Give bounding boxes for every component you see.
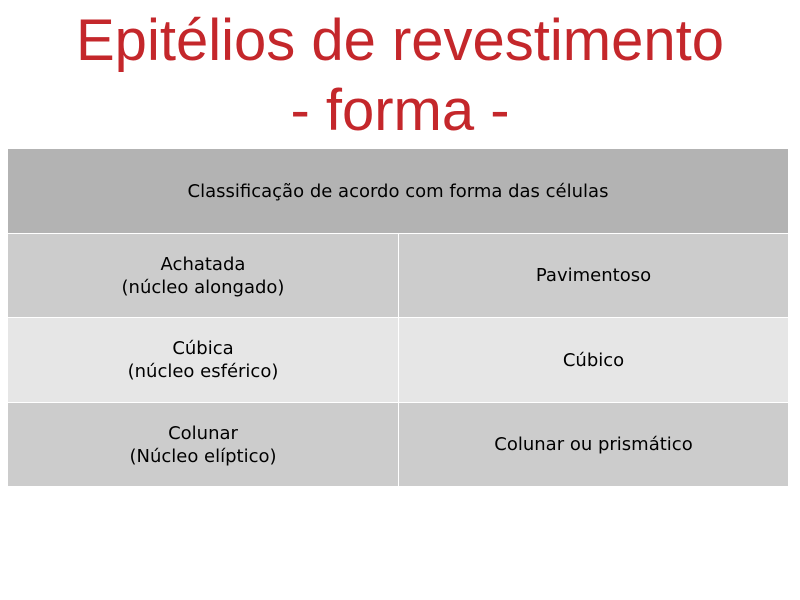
cell-nucleus-label: (núcleo esférico) [127, 361, 279, 382]
table-row [8, 234, 789, 318]
cell-nucleus-label: (núcleo alongado) [121, 276, 285, 298]
cell-shape-label: Achatada [160, 253, 246, 275]
table-row [8, 318, 789, 403]
cell-shape-label: Cúbica [172, 338, 234, 359]
slide-title-line-1: Epitélios de revestimento [76, 8, 724, 73]
cell-cell-shape [8, 403, 399, 487]
table-header-cell: Classificação de acordo com forma das células [8, 149, 789, 234]
slide-title-line-2: - forma - [290, 78, 510, 143]
table-row [8, 403, 789, 487]
cell-epithelium-type: Pavimentoso [399, 234, 789, 318]
cell-cell-shape [8, 234, 399, 318]
cell-nucleus-label: (Núcleo elíptico) [129, 445, 277, 467]
cell-epithelium-type: Cúbico [399, 318, 789, 403]
table-header-row [8, 149, 789, 234]
slide-title [0, 6, 800, 146]
cell-epithelium-type: Colunar ou prismático [399, 403, 789, 487]
cell-cell-shape [8, 318, 399, 403]
classification-table [7, 148, 789, 487]
cell-shape-label: Colunar [168, 422, 238, 444]
